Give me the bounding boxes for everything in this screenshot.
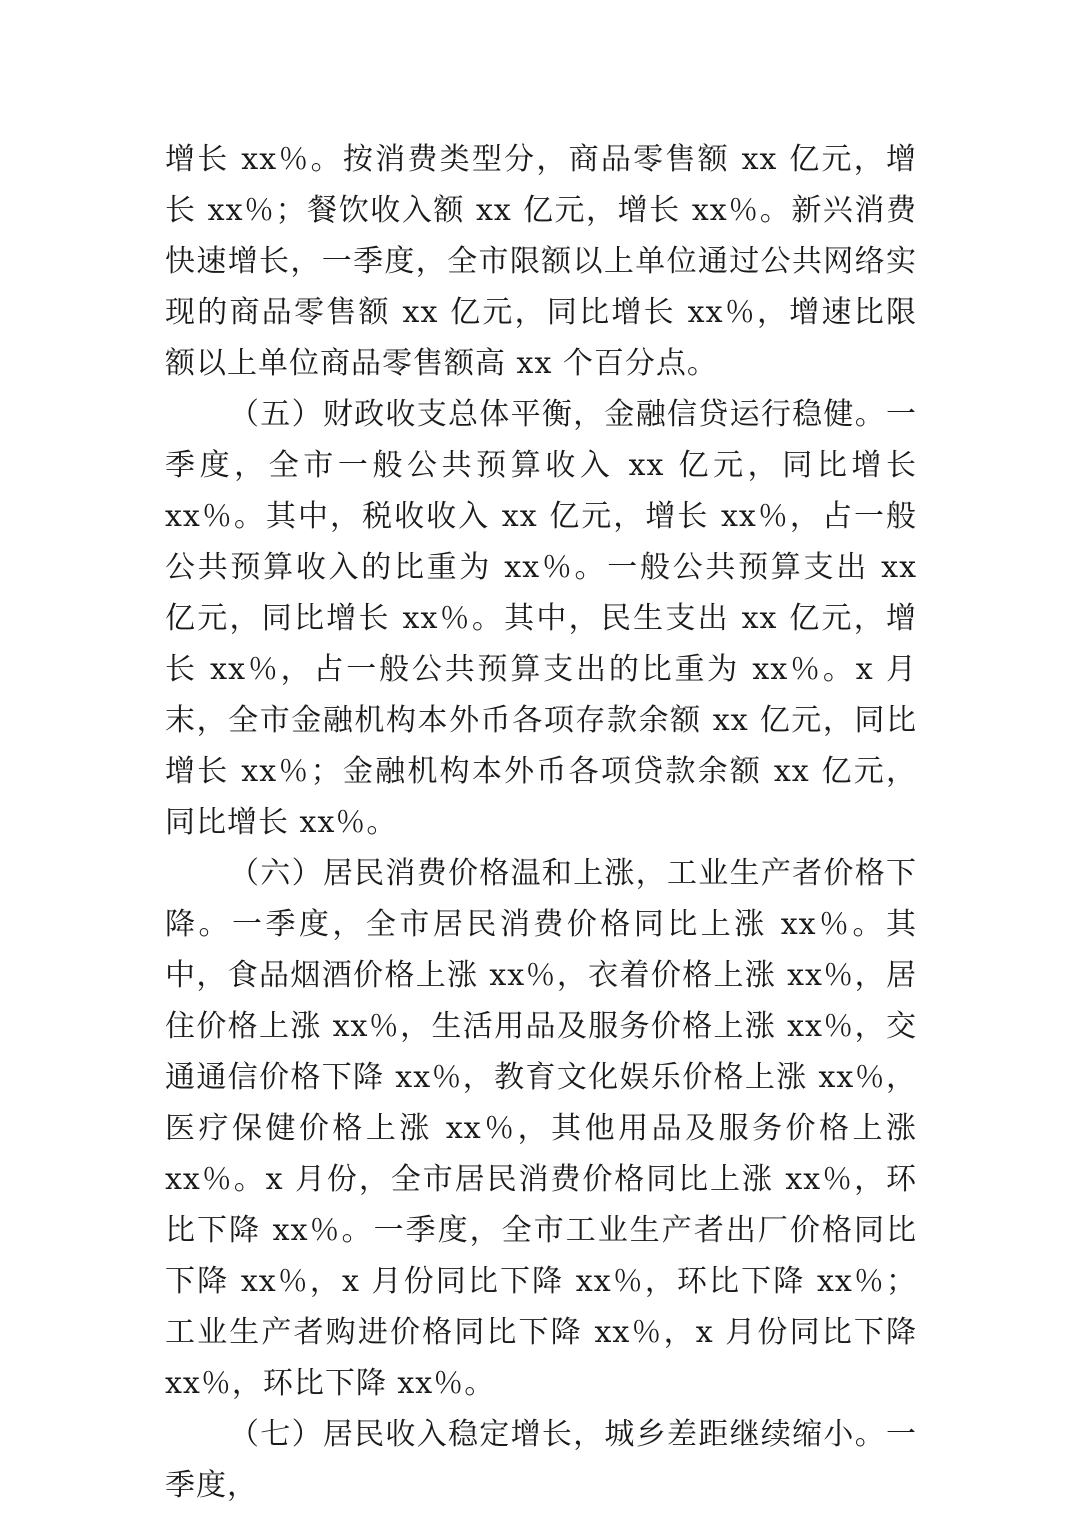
paragraph-consumer-prices: （六）居民消费价格温和上涨，工业生产者价格下降。一季度，全市居民消费价格同比上涨 xx％。其中，食品烟酒价格上涨 xx％，衣着价格上涨 xx％，居住价格上涨 xx％，生活用品及服务价格上涨 xx％，交通通信价格下降 xx％，教育文化娱乐价格上涨 xx％，医疗保健价格上涨 xx％，其他用品及服务价格上涨 xx％。x 月份，全市居民消费价格同比上涨 xx％，环比下降 xx％。一季度，全市工业生产者出厂价格同比下降 xx％，x 月份同比下降 xx％，环比下降 xx％；工业生产者购进价格同比下降 xx％，x 月份同比下降 xx％，环比下降 xx％。	[165, 856, 917, 1401]
paragraph-resident-income: （七）居民收入稳定增长，城乡差距继续缩小。一季度，	[165, 1417, 917, 1503]
paragraph-retail-sales: 增长 xx％。按消费类型分，商品零售额 xx 亿元，增长 xx％；餐饮收入额 xx 亿元，增长 xx％。新兴消费快速增长，一季度，全市限额以上单位通过公共网络实现的商品零售额 xx 亿元，同比增长 xx％，增速比限额以上单位商品零售额高 xx 个百分点。	[165, 142, 917, 381]
document-page	[165, 134, 917, 1511]
paragraph-fiscal-finance: （五）财政收支总体平衡，金融信贷运行稳健。一季度，全市一般公共预算收入 xx 亿元，同比增长 xx％。其中，税收收入 xx 亿元，增长 xx％，占一般公共预算收入的比重为 xx％。一般公共预算支出 xx 亿元，同比增长 xx％。其中，民生支出 xx 亿元，增长 xx％，占一般公共预算支出的比重为 xx％。x 月末，全市金融机构本外币各项存款余额 xx 亿元，同比增长 xx％；金融机构本外币各项贷款余额 xx 亿元，同比增长 xx％。	[165, 397, 917, 840]
